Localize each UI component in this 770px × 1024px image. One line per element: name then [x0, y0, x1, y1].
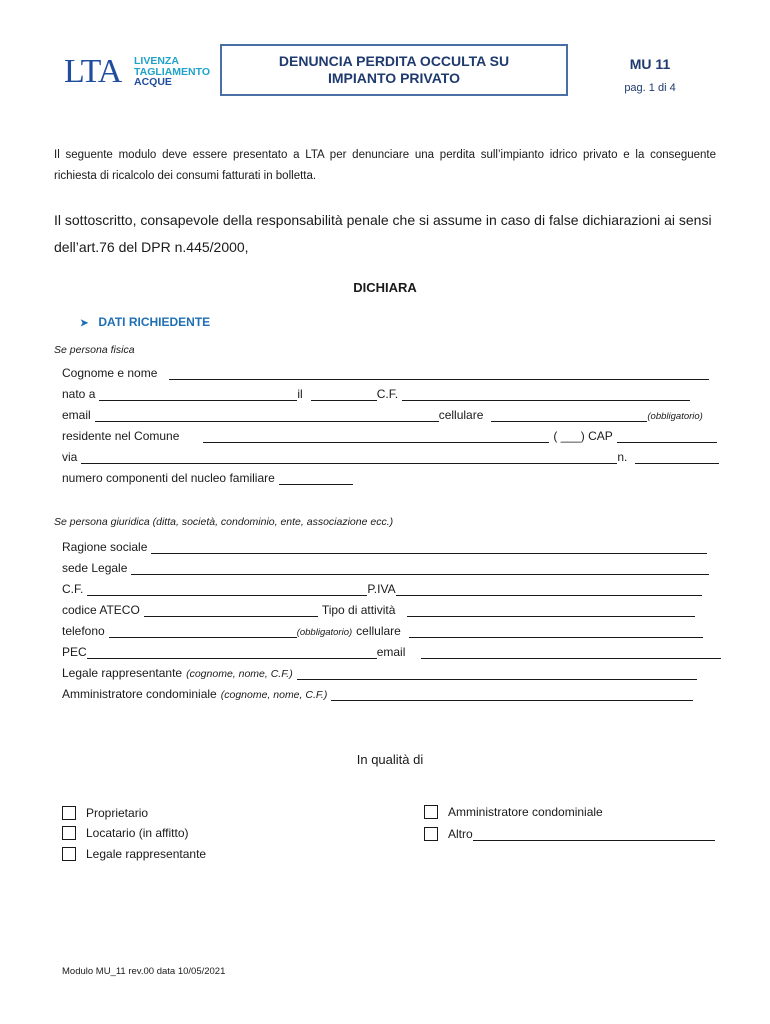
in-qualita-heading: In qualità di — [356, 752, 424, 767]
cap-field[interactable] — [617, 430, 717, 443]
footer-module-info: Modulo MU_11 rev.00 data 10/05/2021 — [62, 966, 226, 977]
label-cf: C.F. — [376, 387, 399, 401]
declaration-text: Il sottoscritto, consapevole della responsabilità penale che si assume in caso di false dichiarazioni ai sensi dell’art.76 del DPR n.445/2000, — [54, 212, 712, 255]
label-tipo-attivita: Tipo di attività — [321, 603, 396, 617]
module-code: MU 11 — [629, 56, 671, 72]
row-telefono — [62, 622, 703, 638]
label-cognome-nome: Cognome e nome — [62, 366, 158, 380]
row-nato — [62, 385, 690, 401]
altro-field[interactable] — [473, 828, 715, 841]
row-via — [62, 448, 719, 464]
proprietario-label: Proprietario — [86, 806, 149, 820]
altro-label: Altro — [448, 826, 473, 841]
lta-logo — [64, 52, 212, 92]
document-title-line-1: DENUNCIA PERDITA OCCULTA SU — [278, 53, 510, 69]
label-telefono: telefono — [62, 624, 105, 638]
altro-checkbox[interactable] — [424, 827, 438, 841]
legale-rappresentante-checkbox[interactable] — [62, 847, 76, 861]
cf-field[interactable] — [402, 388, 690, 401]
comune-field[interactable] — [203, 430, 549, 443]
label-cf-giuridica: C.F. — [62, 582, 84, 596]
tipo-attivita-field[interactable] — [407, 604, 695, 617]
label-residente: residente nel Comune — [62, 429, 180, 443]
label-n: n. — [617, 450, 628, 464]
legale-rapp-note: (cognome, nome, C.F.) — [186, 668, 293, 680]
sede-legale-field[interactable] — [131, 562, 709, 575]
persona-giuridica-subtitle: Se persona giuridica (ditta, società, condominio, ente, associazione ecc.) — [54, 516, 394, 528]
row-sede-legale — [62, 559, 709, 575]
civico-field[interactable] — [635, 451, 719, 464]
componenti-field[interactable] — [279, 472, 353, 485]
locatario-checkbox[interactable] — [62, 826, 76, 840]
label-piva: P.IVA — [367, 582, 396, 596]
obbligatorio-note: (obbligatorio) — [647, 411, 703, 422]
label-prov-cap: ( ___) CAP — [553, 429, 613, 443]
cognome-nome-field[interactable] — [169, 367, 709, 380]
logo-text — [134, 56, 210, 88]
label-sede-legale: sede Legale — [62, 561, 128, 575]
row-amministratore — [62, 685, 693, 701]
label-via: via — [62, 450, 78, 464]
cellulare-field[interactable] — [491, 409, 647, 422]
row-cognome-nome — [62, 364, 709, 380]
label-cellulare-giuridica: cellulare — [356, 624, 401, 638]
row-cf-piva — [62, 580, 702, 596]
legale-rappresentante-label: Legale rappresentante — [86, 847, 207, 861]
label-amministratore: Amministratore condominiale — [62, 687, 217, 701]
label-il: il — [297, 387, 303, 401]
amministratore-label: Amministratore condominiale — [448, 805, 603, 819]
label-pec: PEC — [62, 645, 87, 659]
dichiara-heading: DICHIARA — [353, 280, 417, 295]
label-nato-a: nato a — [62, 387, 96, 401]
label-cellulare: cellulare — [438, 408, 484, 422]
page-number: pag. 1 di 4 — [624, 82, 676, 94]
logo-line-1: LIVENZA — [134, 55, 179, 67]
section-dati-richiedente — [80, 315, 210, 329]
cf-giuridica-field[interactable] — [87, 583, 367, 596]
row-residente — [62, 427, 717, 443]
option-legale-rappresentante[interactable] — [62, 847, 206, 861]
intro-text: Il seguente modulo deve essere presentato a LTA per denunciare una perdita sull’impianto idrico privato e la conseguente richiesta di ricalcolo dei consumi fatturati in bolletta. — [54, 149, 716, 182]
amministratore-note: (cognome, nome, C.F.) — [220, 689, 328, 701]
row-componenti — [62, 469, 353, 485]
option-proprietario[interactable] — [62, 806, 148, 820]
locatario-label: Locatario (in affitto) — [86, 826, 189, 840]
obbligatorio-note-giuridica: (obbligatorio) — [296, 627, 353, 638]
logo-line-3: ACQUE — [134, 76, 172, 88]
luogo-nascita-field[interactable] — [99, 388, 297, 401]
piva-field[interactable] — [396, 583, 702, 596]
telefono-field[interactable] — [109, 625, 297, 638]
row-ragione-sociale — [62, 538, 707, 554]
arrow-bullet-icon: ➤ — [80, 318, 89, 329]
label-ragione-sociale: Ragione sociale — [62, 540, 148, 554]
proprietario-checkbox[interactable] — [62, 806, 76, 820]
email-giuridica-field[interactable] — [421, 646, 721, 659]
label-email: email — [62, 408, 91, 422]
logo-mark: LTA — [64, 53, 122, 90]
label-componenti: numero componenti del nucleo familiare — [62, 471, 275, 485]
legale-rappresentante-field[interactable] — [297, 667, 697, 680]
row-email — [62, 406, 703, 422]
label-ateco: codice ATECO — [62, 603, 140, 617]
section-title: DATI RICHIEDENTE — [98, 315, 211, 329]
label-email-giuridica: email — [376, 645, 406, 659]
label-legale-rappresentante: Legale rappresentante — [62, 666, 183, 680]
data-nascita-field[interactable] — [311, 388, 377, 401]
amministratore-checkbox[interactable] — [424, 805, 438, 819]
persona-fisica-subtitle: Se persona fisica — [54, 344, 135, 356]
option-altro[interactable] — [424, 826, 715, 841]
option-amministratore[interactable] — [424, 805, 603, 819]
via-field[interactable] — [81, 451, 617, 464]
row-pec — [62, 643, 721, 659]
document-title-line-2: IMPIANTO PRIVATO — [328, 70, 460, 86]
row-ateco — [62, 601, 695, 617]
amministratore-field[interactable] — [331, 688, 693, 701]
row-legale-rappresentante — [62, 664, 697, 680]
cellulare-giuridica-field[interactable] — [409, 625, 703, 638]
pec-field[interactable] — [87, 646, 377, 659]
option-locatario[interactable] — [62, 826, 189, 840]
document-title-box — [220, 44, 568, 96]
ateco-field[interactable] — [144, 604, 318, 617]
ragione-sociale-field[interactable] — [151, 541, 707, 554]
email-field[interactable] — [95, 409, 439, 422]
logo-line-2: TAGLIAMENTO — [134, 65, 211, 78]
